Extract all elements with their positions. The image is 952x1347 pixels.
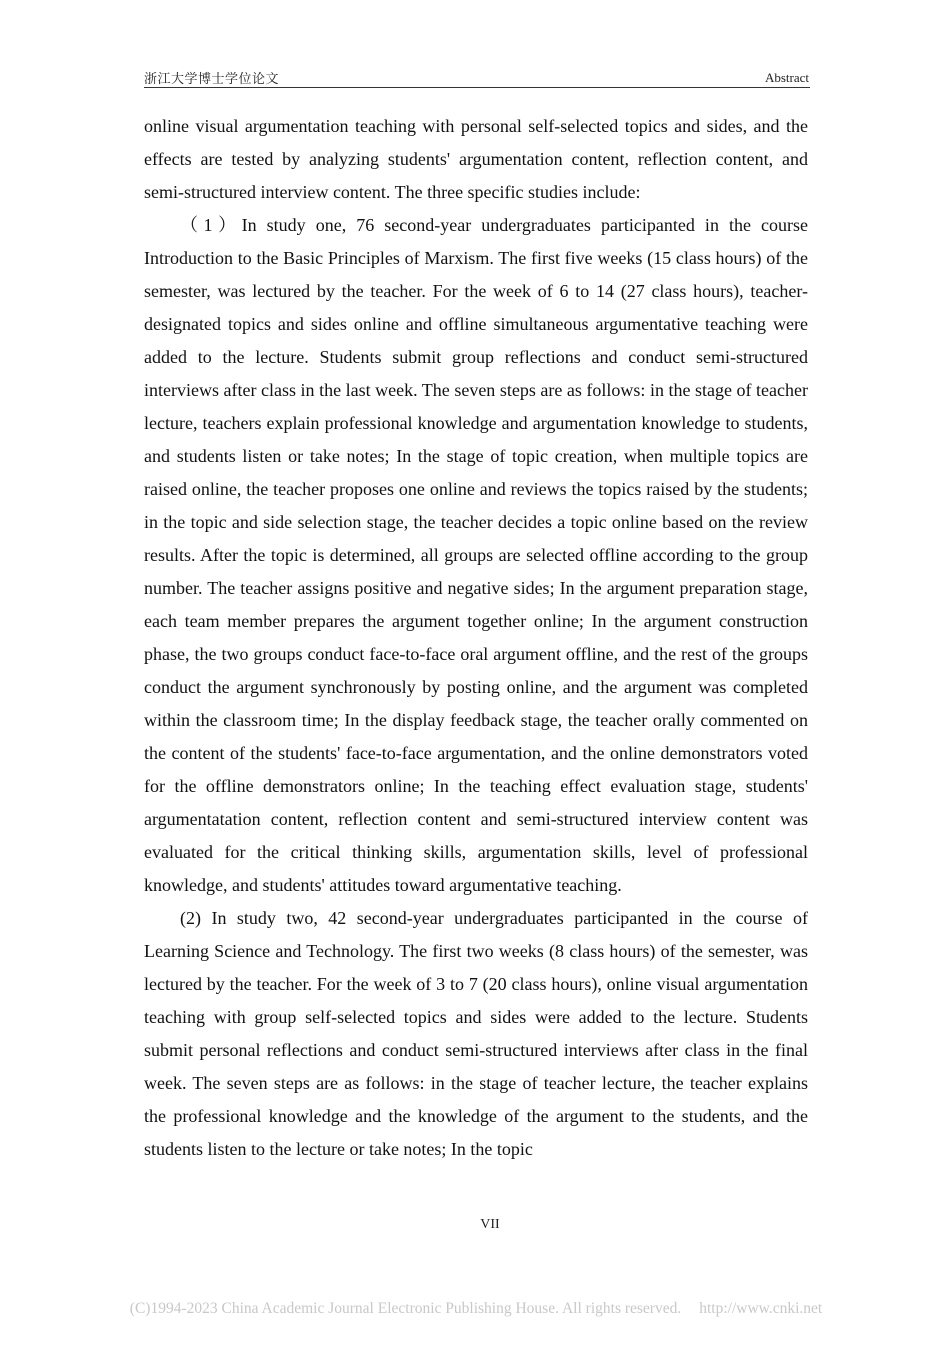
paragraph-continuation: online visual argumentation teaching with personal self-selected topics and sides, and the effects are tested by analyzing students' argumentation content, reflection content, and semi-structured interview content. The three specific studies include: xyxy=(144,116,808,202)
thesis-header-title: 浙江大学博士学位论文 xyxy=(144,72,280,87)
copyright-footer xyxy=(0,1300,952,1318)
paragraph-study-one: （1）In study one, 76 second-year undergraduates participanted in the course Introduction to the Basic Principles of Marxism. The first five weeks (15 class hours) of the semester, was lectured by the teacher. For the week of 6 to 14 (27 class hours), teacher-designated topics and sides online and offline simultaneous argumentative teaching were added to the lecture. Students submit group reflections and conduct semi-structured interviews after class in the last week. The seven steps are as follows: in the stage of teacher lecture, teachers explain professional knowledge and argumentation knowledge to students, and students listen or take notes; In the stage of topic creation, when multiple topics are raised online, the teacher proposes one online and reviews the topics raised by the students; in the topic and side selection stage, the teacher decides a topic online based on the review results. After the topic is determined, all groups are selected offline according to the group number. The teacher assigns positive and negative sides; In the argument preparation stage, each team member prepares the argument together online; In the argument construction phase, the two groups conduct face-to-face oral argument offline, and the rest of the groups conduct the argument synchronously by posting online, and the argument was completed within the classroom time; In the display feedback stage, the teacher orally commented on the content of the students' face-to-face argumentation, and the online demonstrators voted for the offline demonstrators online; In the teaching effect evaluation stage, students' argumentatation content, reflection content and semi-structured interview content was evaluated for the critical thinking skills, argumentation skills, level of professional knowledge, and students' attitudes toward argumentative teaching. xyxy=(144,215,808,895)
paragraph-study-two: (2) In study two, 42 second-year undergraduates participanted in the course of Learning Science and Technology. The first two weeks (8 class hours) of the semester, was lectured by the teacher. For the week of 3 to 7 (20 class hours), online visual argumentation teaching with group self-selected topics and sides were added to the lecture. Students submit personal reflections and conduct semi-structured interviews after class in the final week. The seven steps are as follows: in the stage of teacher lecture, the teacher explains the professional knowledge and the knowledge of the argument to the students, and the students listen to the lecture or take notes; In the topic xyxy=(144,908,808,1159)
header-divider xyxy=(144,87,810,88)
section-header-abstract: Abstract xyxy=(764,70,809,85)
footer-url: http://www.cnki.net xyxy=(699,1300,823,1317)
page-number: VII xyxy=(480,1217,500,1232)
copyright-notice: (C)1994-2023 China Academic Journal Electronic Publishing House. All rights reserved. xyxy=(129,1300,682,1317)
abstract-body xyxy=(144,110,808,1166)
